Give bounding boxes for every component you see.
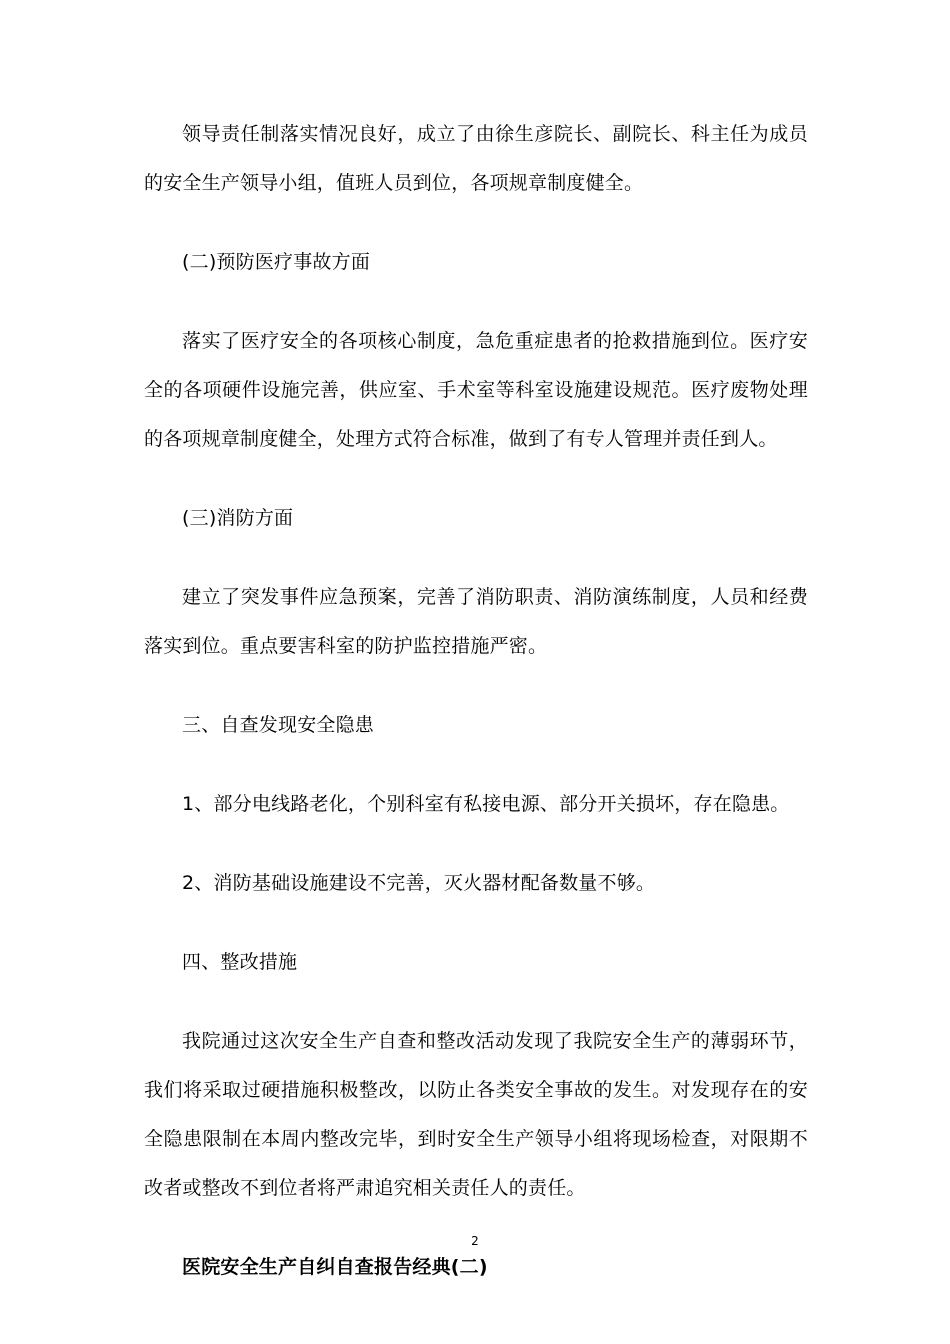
- section-heading-fire: (三)消防方面: [182, 507, 294, 529]
- paragraph-gap: [144, 750, 808, 780]
- paragraph-gap: [144, 908, 808, 938]
- paragraph-gap: [144, 671, 808, 701]
- paragraph-leadership: 领导责任制落实情况良好，成立了由徐生彦院长、副院长、科主任为成员的安全生产领导小组，值班人员到位，各项规章制度健全。: [144, 123, 808, 194]
- document-body: [144, 110, 808, 1292]
- paragraph-gap: [144, 987, 808, 1017]
- paragraph-gap: [144, 829, 808, 859]
- hazard-item-1: 1、部分电线路老化，个别科室有私接电源、部分开关损坏，存在隐患。: [182, 793, 790, 815]
- report-title: 医院安全生产自纠自查报告经典(二): [182, 1256, 488, 1278]
- paragraph-gap: [144, 464, 808, 494]
- paragraph-gap: [144, 287, 808, 317]
- paragraph-gap: [144, 208, 808, 238]
- page-number: 2: [471, 1234, 479, 1248]
- paragraph-gap: [144, 543, 808, 573]
- section-heading-rectification: 四、整改措施: [182, 951, 298, 973]
- paragraph-medical-safety: 落实了医疗安全的各项核心制度，急危重症患者的抢救措施到位。医疗安全的各项硬件设施完善，供应室、手术室等科室设施建设规范。医疗废物处理的各项规章制度健全，处理方式符合标准，做到了有专人管理并责任到人。: [144, 330, 808, 450]
- paragraph-fire-measures: 建立了突发事件应急预案，完善了消防职责、消防演练制度，人员和经费落实到位。重点要害科室的防护监控措施严密。: [144, 586, 808, 657]
- paragraph-rectification: 我院通过这次安全生产自查和整改活动发现了我院安全生产的薄弱环节，我们将采取过硬措施积极整改，以防止各类安全事故的发生。对发现存在的安全隐患限制在本周内整改完毕，到时安全生产领导小组将现场检查，对限期不改者或整改不到位者将严肃追究相关责任人的责任。: [144, 1030, 808, 1199]
- hazard-item-2: 2、消防基础设施建设不完善，灭火器材配备数量不够。: [182, 872, 656, 894]
- section-heading-medical-accident: (二)预防医疗事故方面: [182, 251, 371, 273]
- section-heading-hazards: 三、自查发现安全隐患: [182, 714, 375, 736]
